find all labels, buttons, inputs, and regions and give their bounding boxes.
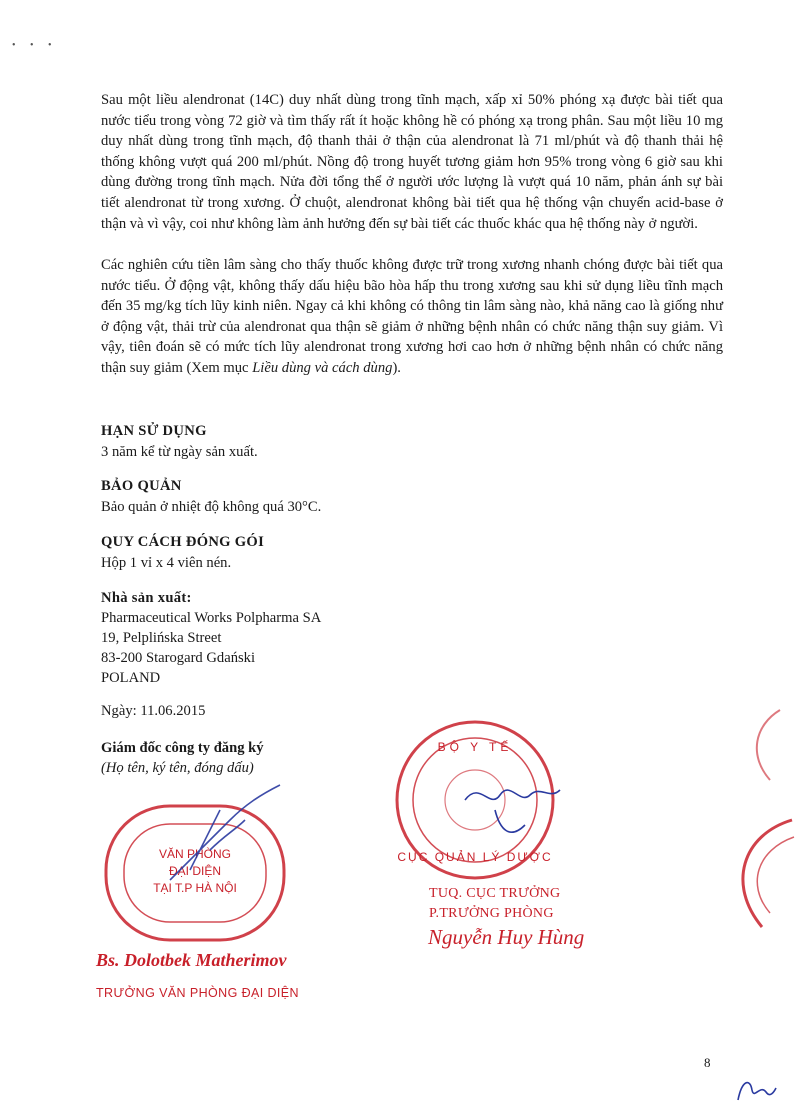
representative-signer: Bs. Dolotbek Matherimov bbox=[96, 950, 287, 970]
director-signature bbox=[150, 780, 290, 890]
director-note: (Họ tên, ký tên, đóng dấu) bbox=[101, 760, 254, 776]
storage-heading: BẢO QUẢN bbox=[101, 478, 182, 494]
page-number: 8 bbox=[704, 1055, 711, 1070]
stamp-line-hanoi: TẠI T.P HÀ NỘI bbox=[153, 881, 237, 895]
stamp-line-office: VĂN PHÒNG bbox=[158, 847, 232, 861]
official-title-1: TUQ. CỤC TRƯỞNG bbox=[429, 886, 561, 901]
official-name: Nguyễn Huy Hùng bbox=[428, 925, 585, 949]
paragraph-preclinical-end: ). bbox=[392, 359, 401, 376]
margin-dots: • • • bbox=[12, 40, 58, 51]
manufacturer-street: 19, Pelplińska Street bbox=[101, 630, 222, 646]
stamp-line-representative: ĐẠI DIỆN bbox=[168, 864, 222, 878]
manufacturer-name: Pharmaceutical Works Polpharma SA bbox=[101, 610, 322, 626]
partial-stamp-right-top bbox=[740, 705, 800, 785]
manufacturer-country: POLAND bbox=[101, 670, 161, 686]
storage-text: Bảo quản ở nhiệt độ không quá 30°C. bbox=[101, 499, 322, 515]
shelf-life-heading: HẠN SỬ DỤNG bbox=[101, 423, 207, 439]
representative-title: TRƯỞNG VĂN PHÒNG ĐẠI DIỆN bbox=[96, 986, 299, 1000]
paragraph-preclinical bbox=[101, 255, 723, 379]
section-reference: Liều dùng và cách dùng bbox=[252, 359, 393, 376]
director-heading: Giám đốc công ty đăng ký bbox=[101, 740, 264, 756]
partial-stamp-right-bottom bbox=[722, 815, 800, 935]
packaging-text: Hộp 1 vỉ x 4 viên nén. bbox=[101, 555, 232, 571]
stamp-department: CỤC QUẢN LÝ DƯỢC bbox=[397, 850, 553, 864]
paragraph-excretion: Sau một liều alendronat (14C) duy nhất dùng trong tĩnh mạch, xấp xỉ 50% phóng xạ được bài tiết qua nước tiểu trong vòng 72 giờ và tìm thấy rất ít hoặc không hề có phóng xạ trong phân. Sau một liều 10 mg duy nhất dùng trong tĩnh mạch, độ thanh thải ở thận của alendronat là 71 ml/phút và độ thanh thải hệ thống không vượt quá 200 ml/phút. Nồng độ trong huyết tương giảm hơn 95% trong vòng 6 giờ sau khi dùng đường trong tĩnh mạch. Nửa đời tổng thể ở người ước lượng là vượt quá 10 năm, phản ánh sự bài tiết alendronat từ trong xương. Ở chuột, alendronat không bài tiết qua hệ thống vận chuyển acid-base ở thận và vì vậy, coi như không làm ảnh hưởng đến sự bài tiết các thuốc khác qua hệ thống này ở người. bbox=[101, 92, 723, 232]
official-signature bbox=[455, 770, 565, 850]
document-date: Ngày: 11.06.2015 bbox=[101, 703, 206, 719]
paragraph-preclinical-text: Các nghiên cứu tiền lâm sàng cho thấy thuốc không được trữ trong xương nhanh chóng được bài tiết qua nước tiểu. Ở động vật, không thấy dấu hiệu bão hòa hấp thu trong xương sau khi sử dụng liều tĩnh mạch đến 35 mg/kg tích lũy kinh niên. Ngay cả khi không có thông tin lâm sàng nào, khả năng cao là giống như ở động vật, thải trừ của alendronat qua thận sẽ giảm ở những bệnh nhân có chức năng thận suy giảm. Vì vậy, tiên đoán sẽ có mức tích lũy alendronat trong xương hơi cao hơn ở những bệnh nhân có chức năng thận suy giảm (Xem mục bbox=[101, 257, 723, 376]
official-title-2: P.TRƯỞNG PHÒNG bbox=[429, 906, 554, 921]
shelf-life-text: 3 năm kể từ ngày sản xuất. bbox=[101, 444, 258, 460]
stamp-ministry: BỘ Y TẾ bbox=[437, 740, 513, 754]
packaging-heading: QUY CÁCH ĐÓNG GÓI bbox=[101, 534, 265, 550]
initials-mark bbox=[732, 1070, 780, 1110]
manufacturer-heading: Nhà sản xuất: bbox=[101, 590, 192, 606]
manufacturer-city: 83-200 Starogard Gdański bbox=[101, 650, 256, 666]
